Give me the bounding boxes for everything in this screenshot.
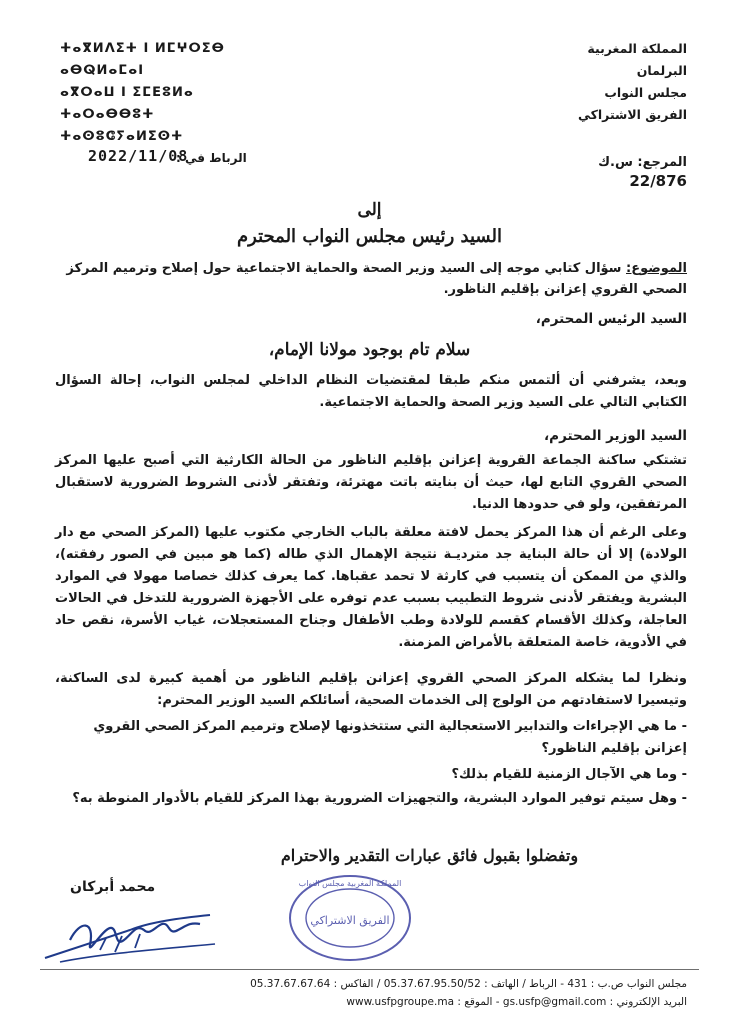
header-house: مجلس النواب xyxy=(604,85,687,100)
recipient-to: إلى xyxy=(357,200,382,220)
header-tf-house: ⴰⴳⵔⴰⵡ ⵏ ⵉⵎⴹⵓⵍⴰ xyxy=(60,85,194,100)
paragraph-question-intro: ونظرا لما يشكله المركز الصحي القروي إعزانن بإقليم الناظور من أهمية كبيرة لدى الساكنة، وتيسيرا لاستفادتهم من الولوج إلى الخدمات الصحية، أسائلكم السيد الوزير المحترم: xyxy=(55,671,687,708)
closing-formula: وتفضلوا بقبول فائق عبارات التقدير والاحترام xyxy=(280,846,579,865)
paragraph-intro: وبعد، يشرفني أن ألتمس منكم طبقا لمقتضيات النظام الداخلي لمجلس النواب، إحالة السؤال الكتابي التالي على السيد وزير الصحة والحماية الاجتماعية. xyxy=(55,373,687,410)
reference-number: 22/876 xyxy=(629,172,687,190)
header-parliament: البرلمان xyxy=(636,63,687,78)
header-tf-kingdom: ⵜⴰⴳⵍⴷⵉⵜ ⵏ ⵍⵎⵖⵔⵉⴱ xyxy=(60,41,225,56)
subject-label: الموضوع: xyxy=(626,261,687,276)
header-tf-group: ⵜⴰⵔⴰⴱⴱⵓⵜ ⵜⴰⵙⵓⵛⵢⴰⵍⵉⵙⵜ xyxy=(60,107,184,144)
stamp-inner-text: الفريق الاشتراكي xyxy=(310,914,390,927)
header-tifinagh xyxy=(60,38,260,148)
header-kingdom: المملكة المغربية xyxy=(587,41,687,56)
question-item: - وما هي الآجال الزمنية للقيام بذلك؟ xyxy=(451,767,687,782)
footer-web: البريد الإلكتروني : gs.usfp@gmail.com - الموقع : www.usfpgroupe.ma xyxy=(346,996,687,1008)
question-item: - وهل سيتم توفير الموارد البشرية، والتجهيزات الضرورية بهذا المركز للقيام بالأدوار المنوطة به؟ xyxy=(72,791,687,806)
paragraph-complaint: تشتكي ساكنة الجماعة القروية إعزانن بإقليم الناظور من الحالة الكارثية التي أصبح عليها المركز الصحي القروي التابع لها، حيث أن بنايته باتت مهترئة، وتفتقر لأدنى الشروط الضرورية لاستقبال المرتفقين، ولو في حدودها الدنيا. xyxy=(55,453,687,512)
stamp-outer-text: المملكة المغربية مجلس النواب xyxy=(298,879,402,888)
recipient-title: السيد رئيس مجلس النواب المحترم xyxy=(237,226,502,247)
greeting: سلام تام بوجود مولانا الإمام، xyxy=(268,340,471,360)
header-arabic xyxy=(487,38,687,126)
salutation-minister: السيد الوزير المحترم، xyxy=(544,428,687,444)
question-item: - ما هي الإجراءات والتدابير الاستعجالية التي ستتخذونها لإصلاح وترميم المركز الصحي القروي إعزانن بإقليم الناظور؟ xyxy=(93,719,687,756)
footer-contact: مجلس النواب ص.ب : 431 - الرباط / الهاتف : 05.37.67.95.50/52 / الفاكس : 05.37.67.67.64 xyxy=(250,978,687,990)
subject xyxy=(55,258,687,300)
footer-divider xyxy=(40,969,699,970)
subject-text: سؤال كتابي موجه إلى السيد وزير الصحة والحماية الاجتماعية حول إصلاح وترميم المركز الصحي القروي إعزانن بإقليم الناظور. xyxy=(66,261,687,297)
salutation-president: السيد الرئيس المحترم، xyxy=(535,311,687,327)
header-tf-parliament: ⴰⴱⵕⵍⴰⵎⴰⵏ xyxy=(60,63,145,78)
header-group: الفريق الاشتراكي xyxy=(577,107,687,122)
handwritten-signature xyxy=(40,900,220,970)
reference-label: المرجع: س.ك xyxy=(598,155,687,170)
date-label: الرباط في : xyxy=(176,151,247,165)
paragraph-details: وعلى الرغم أن هذا المركز يحمل لافتة معلقة بالباب الخارجي مكتوب عليها (المركز الصحي مع دار الولادة) إلا أن حالة البناية جد مترديـة نتيجة الإهمال الذي طاله (كما هو مبين في الصور رفقته)، والذي من الممكن أن يتسبب في كارثة لا تحمد عقباها. كما يعرف كذلك خصاصا مهولا في الموارد البشرية ويفتقر لأدنى شروط التطبيب بسبب عدم توفره على الأجهزة الضرورية للتدخل في الحالات العاجلة، وكذلك الأقسام كقسم للولادة وطب الأطفال وجناح المستعجلات، غياب الأسرة، نقص حاد في الأدوية، خاصة المتعلقة بالأمراض المزمنة. xyxy=(55,525,687,650)
official-stamp xyxy=(285,872,415,964)
date-value: 2022/11/08 xyxy=(88,147,189,165)
signer-name: محمد أبركان xyxy=(70,879,156,895)
